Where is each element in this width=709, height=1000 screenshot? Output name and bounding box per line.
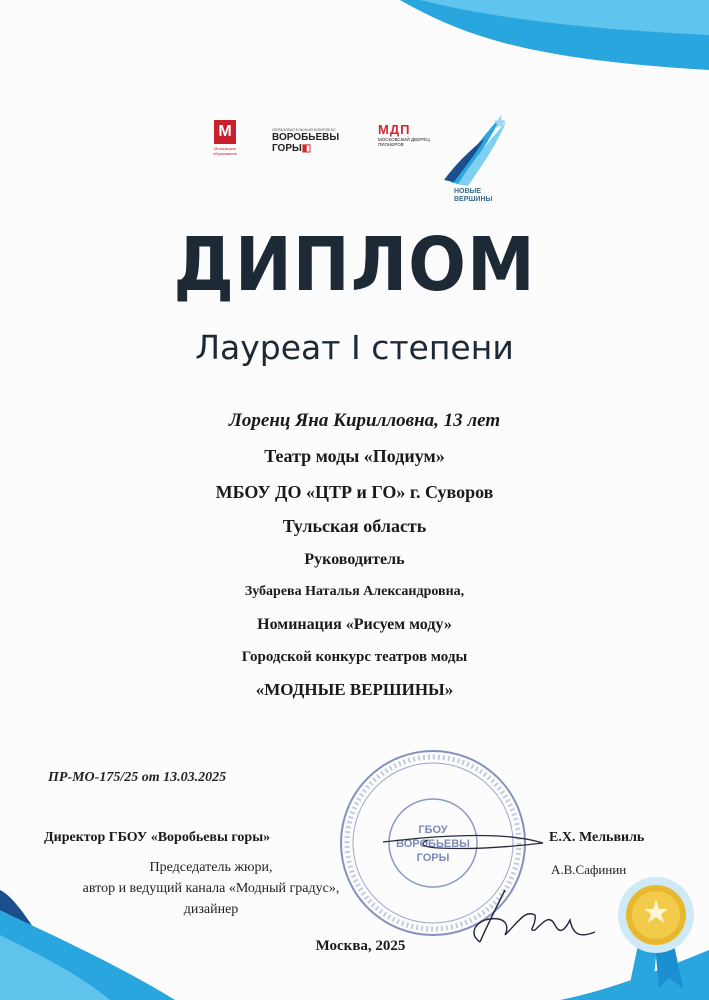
novye-vershiny-logo [440,110,510,203]
novye-vershiny-caption [454,188,492,204]
vorobyovy-logo-line2: ГОРЫ [272,143,302,154]
stamp-line2: ВОРОБЬЕВЫ [396,838,470,850]
medal-icon [611,870,701,990]
moscow-emblem-icon: М [214,120,236,144]
city-year: Москва, 2025 [315,938,406,954]
mdp-logo [378,122,438,147]
jury-chair-block [46,857,376,920]
stamp-line1: ГБОУ [418,824,448,836]
jury-chair-name: А.В.Сафинин [551,862,627,877]
jury-line1: Председатель жюри, [149,860,273,875]
institution-name: МБОУ ДО «ЦТР и ГО» г. Суворов [215,482,494,502]
vorobyovy-gory-logo [272,127,352,154]
mdp-logo-word: МДП [378,122,411,137]
stamp-line3: ГОРЫ [416,852,450,864]
contest-label: Городской конкурс театров моды [241,649,468,665]
registration-number: ПР-МО-175/25 от 13.03.2025 [48,770,227,785]
leader-label: Руководитель [304,551,405,568]
collective-name: Театр моды «Подиум» [264,446,445,466]
contest-name: «МОДНЫЕ ВЕРШИНЫ» [255,680,454,699]
jury-line2: автор и ведущий канала «Модный градус», [82,881,340,896]
director-title: Директор ГБОУ «Воробьевы горы» [44,830,271,845]
vorobyovy-logo-sup: ОБРАЗОВАТЕЛЬНЫЙ КОМПЛЕКС [272,127,336,132]
moscow-education-logo [205,120,245,156]
jury-line3: дизайнер [183,902,239,917]
diploma-title: ДИПЛОМ [173,222,536,308]
participant-name: Лоренц Яна Кирилловна, 13 лет [228,410,501,431]
nv-line2: ВЕРШИНЫ [454,196,493,203]
vorobyovy-logo-line2-wrap [272,143,352,154]
header-logos [200,100,520,203]
vorobyovy-logo-line1: ВОРОБЬЕВЫ [272,132,340,143]
nomination: Номинация «Рисуем моду» [257,616,452,633]
nv-line1: НОВЫЕ [454,188,482,195]
region-name: Тульская область [282,516,427,536]
vorobyovy-mark-icon: ◧ [301,143,312,154]
director-signature [378,820,548,860]
diploma-subtitle: Лауреат I степени [195,328,514,367]
mdp-logo-caption: МОСКОВСКИЙ ДВОРЕЦ ПИОНЕРОВ [378,137,430,147]
leader-name: Зубарева Наталья Александровна, [244,584,465,599]
moscow-education-caption: Московское образование [213,146,237,156]
director-name: Е.Х. Мельвиль [549,830,645,845]
novye-vershiny-swoosh-icon [440,110,510,190]
